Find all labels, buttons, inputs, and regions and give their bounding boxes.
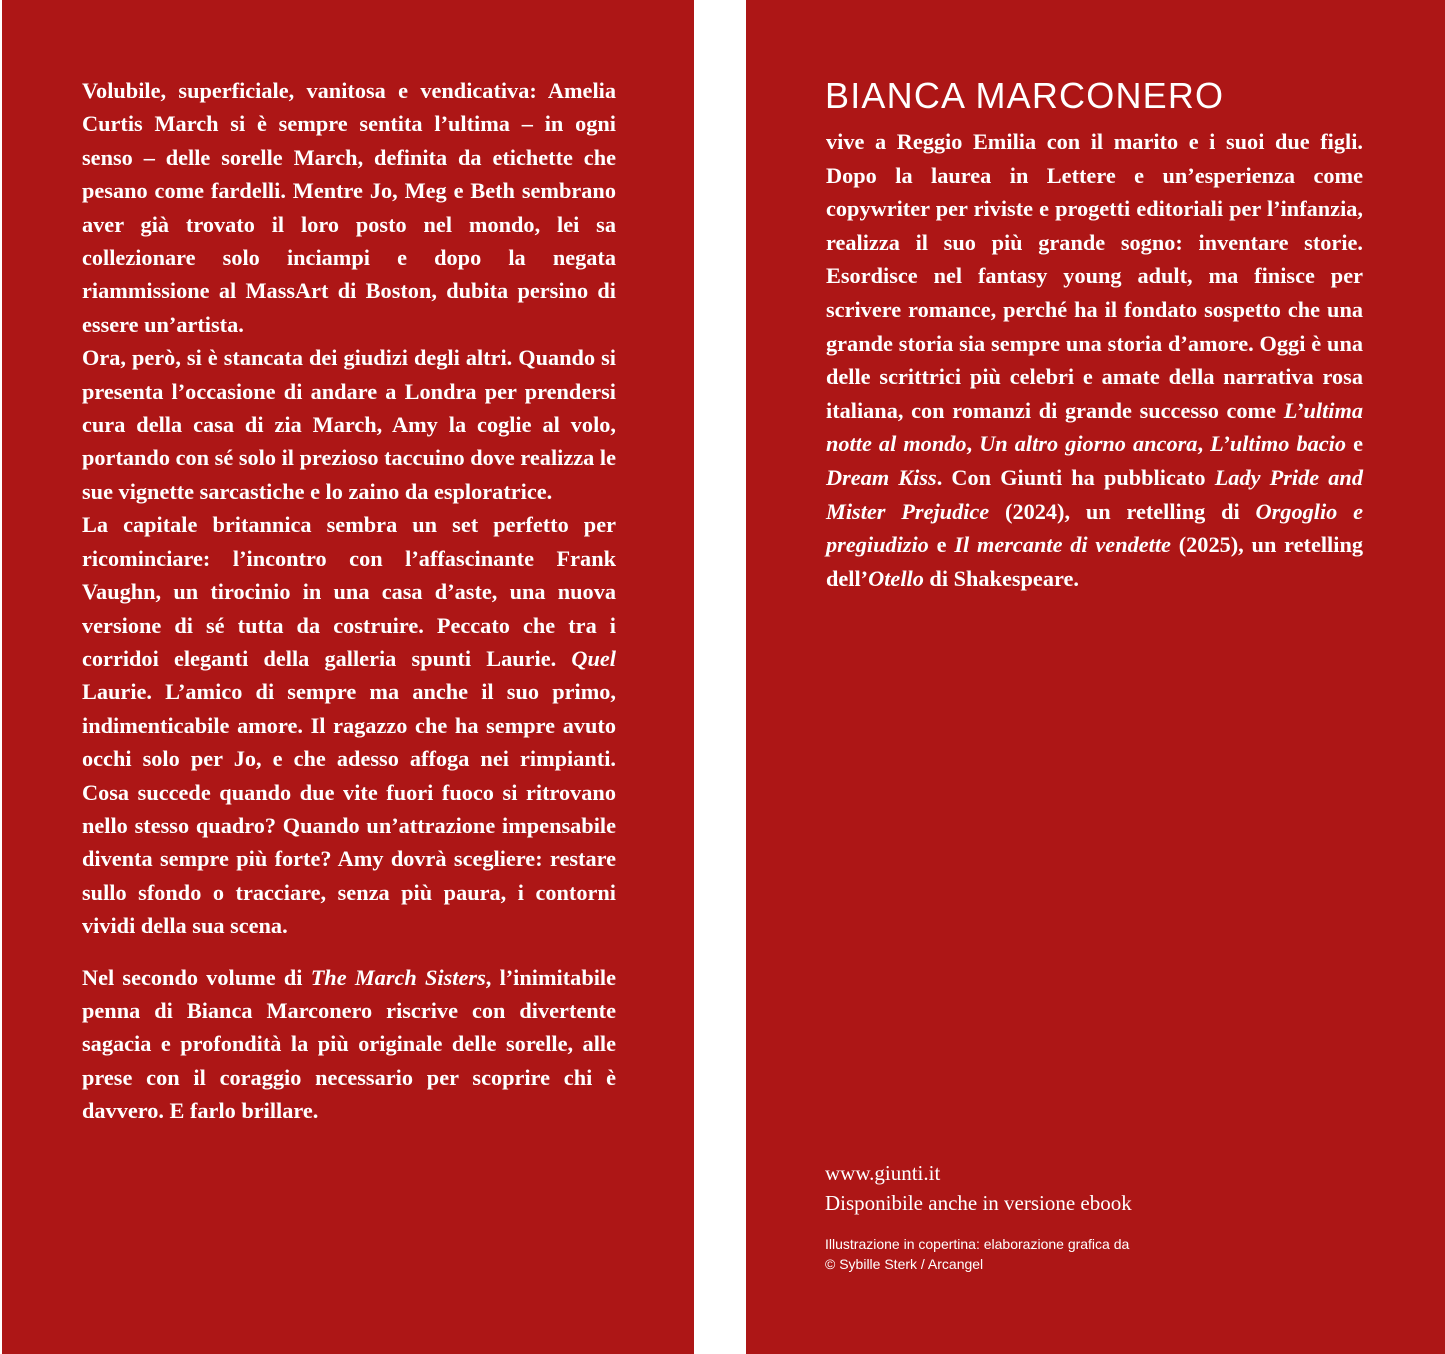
back-cover-left-panel	[2, 0, 694, 1354]
bio-sep-4: e	[928, 532, 955, 558]
blurb-paragraph-3	[82, 508, 616, 942]
emphasis-quel: Quel	[571, 645, 616, 671]
bio-sep-3: e	[1346, 431, 1363, 457]
book-title-7: Il mercante di vendette	[954, 532, 1171, 558]
bio-part-4: (2025), un retelling dell’	[826, 532, 1363, 591]
cover-credit-line-1: Illustrazione in copertina: elaborazione grafica da	[825, 1236, 1130, 1252]
bio-part-5: di Shakespeare.	[923, 565, 1079, 591]
bio-part-3: (2024), un retelling di	[989, 498, 1256, 524]
series-title: The March Sisters	[310, 964, 486, 990]
author-bio	[826, 125, 1363, 595]
bio-sep-1: ,	[966, 431, 980, 457]
bio-part-2: . Con Giunti ha pubblicato	[936, 464, 1215, 490]
ebook-availability-note: Disponibile anche in versione ebook	[825, 1191, 1132, 1215]
blurb-paragraph-1: Volubile, superficiale, vanitosa e vendicativa: Amelia Curtis March si è sempre sentita l’ultima – in ogni senso – delle sorelle March, definita da etichette che pesano come fardelli. Mentre Jo, Meg e Beth sembrano aver già trovato il loro posto nel mondo, lei sa collezionare solo inciampi e dopo la negata riammissione al MassArt di Boston, dubita persino di essere un’artista.	[82, 78, 616, 337]
blurb-paragraph-3-end: Laurie. L’amico di sempre ma anche il suo primo, indimenticabile amore. Il ragazzo che ha sempre avuto occhi solo per Jo, e che adesso affoga nei rimpianti. Cosa succede quando due vite fuori fuoco si ritrovano nello stesso quadro? Quando un’attrazione impensabile diventa sempre più forte? Amy dovrà scegliere: restare sullo sfondo o tracciare, senza più paura, i contorni vividi della sua scena.	[82, 679, 616, 939]
book-title-2: Un altro giorno ancora	[979, 431, 1198, 457]
author-name: BIANCA MARCONERO	[825, 75, 1225, 116]
blurb-paragraph-4-end: , l’inimitabile penna di Bianca Marconero riscrive con divertente sagacia e profondità la più originale delle sorelle, alle prese con il coraggio necessario per scoprire chi è davvero. E farlo brillare.	[82, 964, 617, 1124]
bio-part-1: vive a Reggio Emilia con il marito e i suoi due figli. Dopo la laurea in Lettere e un’esperienza come copywriter per riviste e progetti editoriali per l’infanzia, realizza il suo più grande sogno: inventare storie. Esordisce nel fantasy young adult, ma finisce per scrivere romance, perché ha il fondato sospetto che una grande storia sia sempre una storia d’amore. Oggi è una delle scrittrici più celebri e amate della narrativa rosa italiana, con romanzi di grande successo come	[826, 129, 1363, 423]
book-title-3: L’ultimo bacio	[1210, 431, 1347, 457]
book-title-5: Lady Pride and Mister Prejudice	[826, 464, 1363, 524]
blurb-paragraph-4	[82, 961, 616, 1128]
blurb-paragraph-2: Ora, però, si è stancata dei giudizi degli altri. Quando si presenta l’occasione di andare a Londra per prendersi cura della casa di zia March, Amy la coglie al volo, portando con sé solo il prezioso taccuino dove realizza le sue vignette sarcastiche e lo zaino da esploratrice.	[82, 345, 616, 504]
back-cover-right-panel	[746, 0, 1445, 1354]
blurb-text	[82, 74, 616, 1128]
blurb-paragraph-3-start: La capitale britannica sembra un set perfetto per ricominciare: l’incontro con l’affascinante Frank Vaughn, un tirocinio in una casa d’aste, una nuova versione di sé tutta da costruire. Peccato che tra i corridoi eleganti della galleria spunti Laurie.	[82, 512, 616, 671]
bio-sep-2: ,	[1197, 431, 1211, 457]
book-title-6: Orgoglio e pregiudizio	[826, 498, 1364, 558]
publisher-website: www.giunti.it	[825, 1161, 941, 1185]
book-title-4: Dream Kiss	[826, 464, 937, 490]
cover-credit-line-2: © Sybille Sterk / Arcangel	[825, 1256, 984, 1272]
book-title-8: Otello	[868, 565, 924, 591]
book-title-1: L’ultima notte al mondo	[826, 397, 1363, 457]
blurb-paragraph-4-start: Nel secondo volume di	[82, 964, 311, 990]
